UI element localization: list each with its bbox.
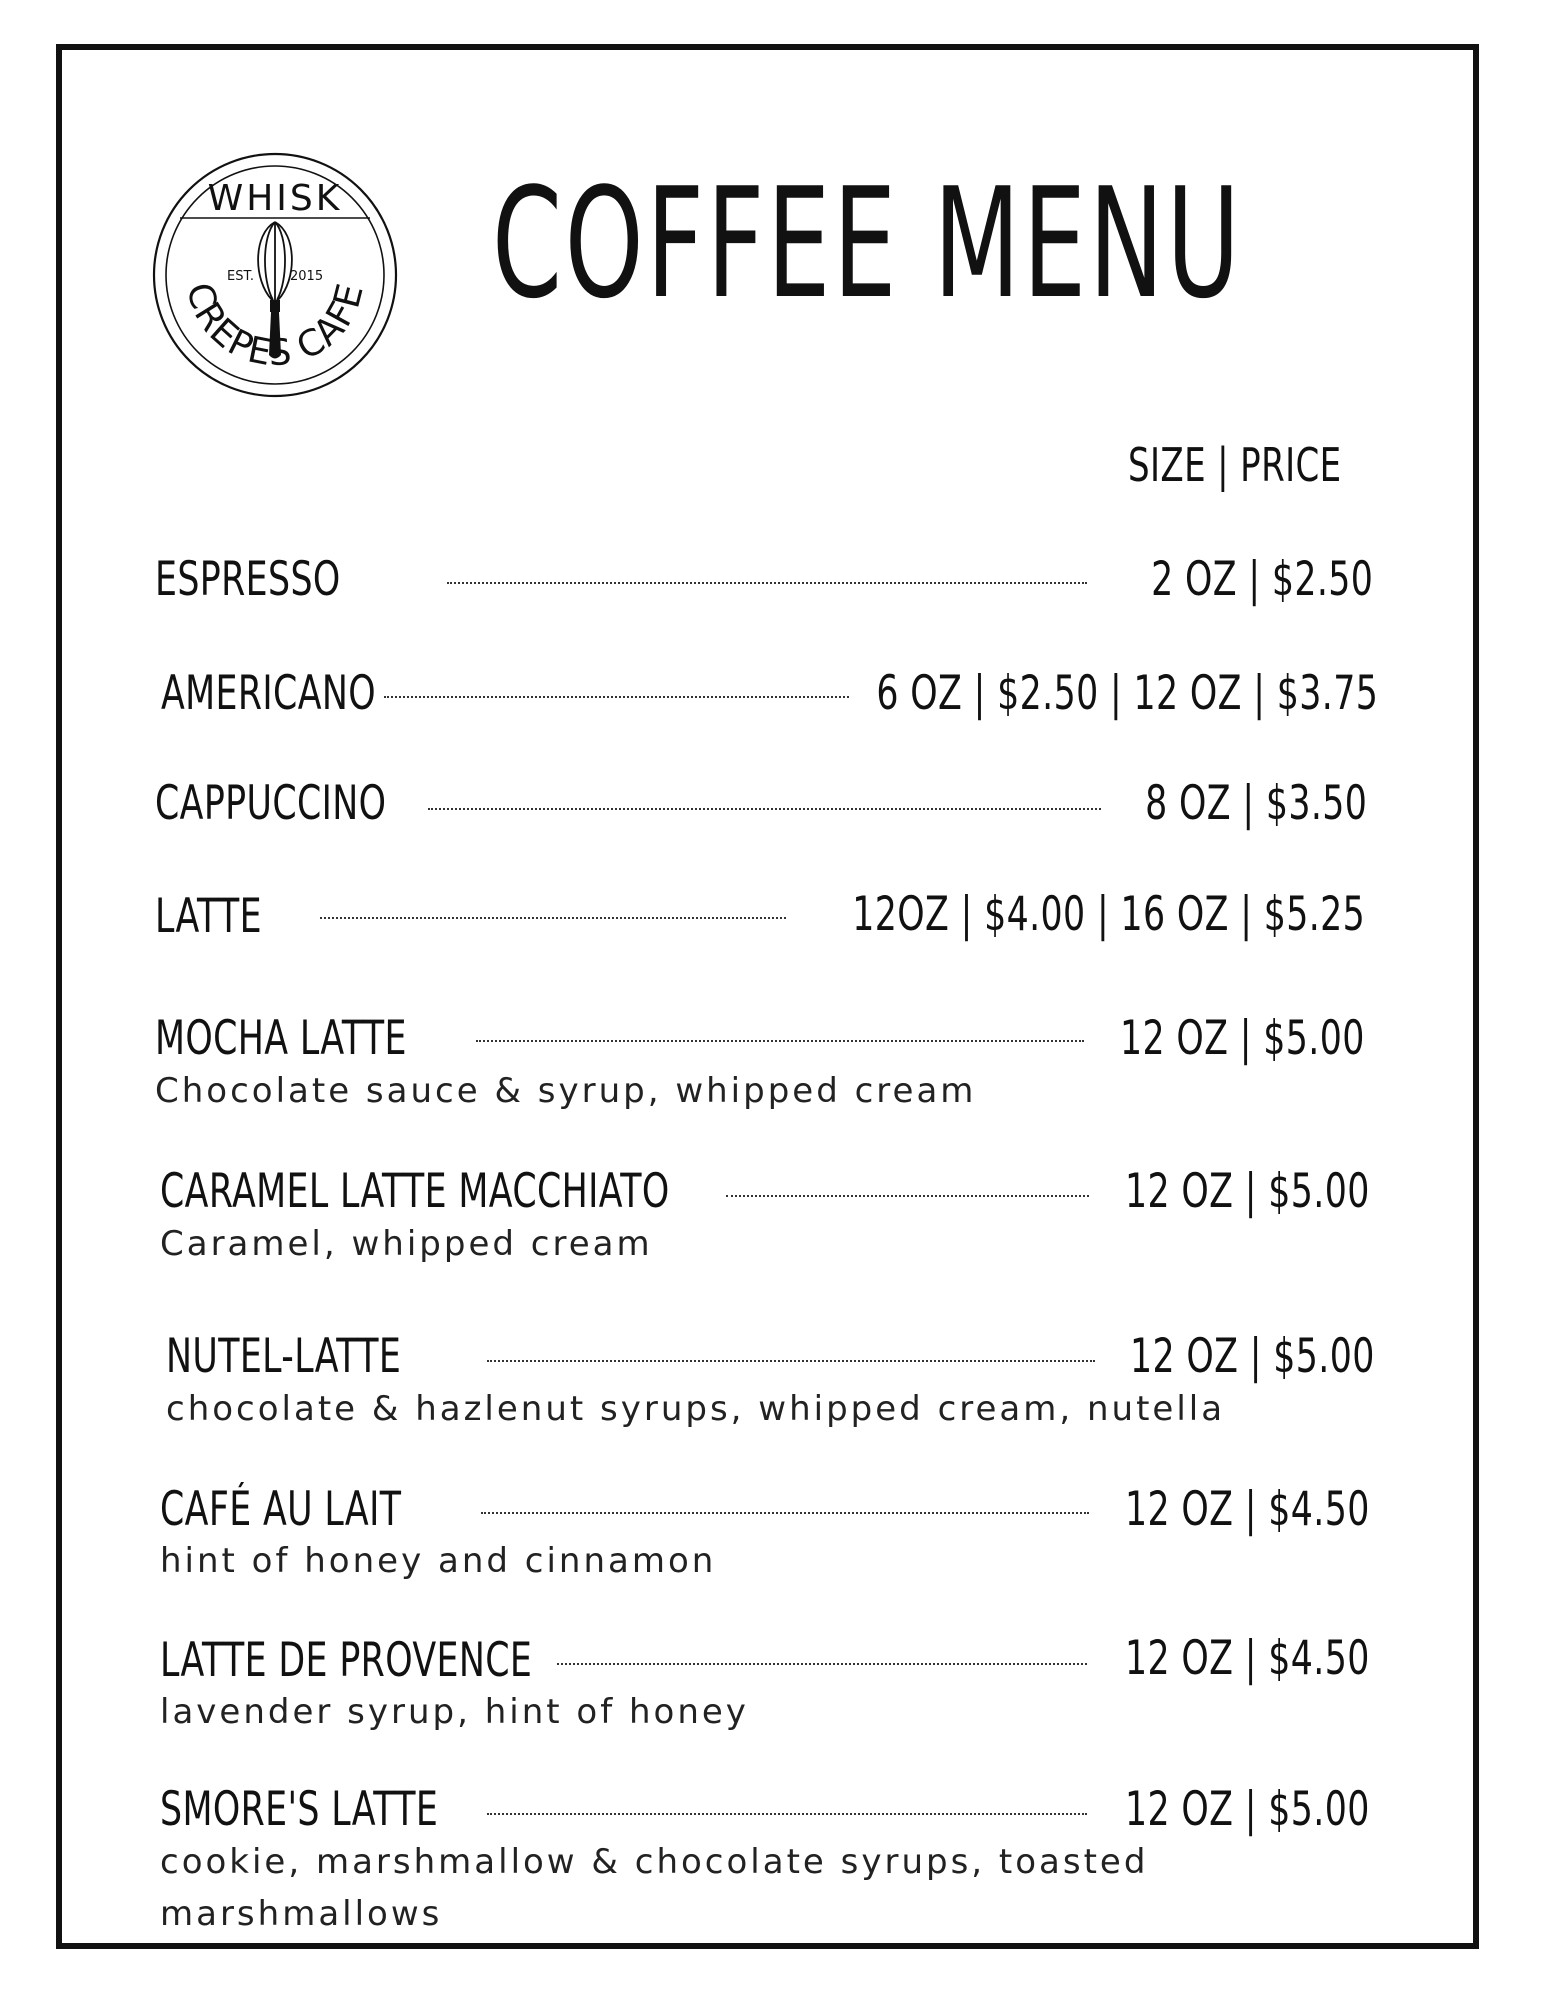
item-description-latte-de-provence: lavender syrup, hint of honey	[160, 1692, 749, 1732]
item-name-americano: AMERICANO	[161, 666, 377, 721]
item-price-smores-latte: 12 OZ | $5.00	[1125, 1782, 1370, 1837]
item-description-mocha-latte: Chocolate sauce & syrup, whipped cream	[155, 1071, 977, 1111]
dotted-leader	[726, 1195, 1089, 1197]
dotted-leader	[476, 1040, 1084, 1042]
item-name-nutel-latte: NUTEL-LATTE	[166, 1329, 402, 1384]
dotted-leader	[487, 1360, 1095, 1362]
logo-bottom-text: CREPES CAFE	[177, 278, 372, 375]
dotted-leader	[447, 582, 1087, 584]
dotted-leader	[481, 1512, 1089, 1514]
dotted-leader	[557, 1663, 1087, 1665]
item-price-mocha-latte: 12 OZ | $5.00	[1120, 1011, 1365, 1066]
logo-top-text: WHISK	[207, 178, 343, 219]
item-price-cappuccino: 8 OZ | $3.50	[1144, 776, 1367, 831]
dotted-leader	[320, 917, 786, 919]
item-name-espresso: ESPRESSO	[155, 552, 341, 607]
item-price-americano: 6 OZ | $2.50 | 12 OZ | $3.75	[876, 666, 1378, 721]
item-description-nutel-latte: chocolate & hazlenut syrups, whipped cream, nutella	[166, 1389, 1226, 1429]
item-name-cappuccino: CAPPUCCINO	[155, 776, 387, 831]
item-description-caramel-latte-macchiato: Caramel, whipped cream	[160, 1224, 653, 1264]
page-title: COFFEE MENU	[492, 155, 1243, 332]
item-name-latte-de-provence: LATTE DE PROVENCE	[160, 1633, 533, 1688]
dotted-leader	[384, 696, 849, 698]
logo-est-text: EST.	[227, 269, 254, 284]
item-name-latte: LATTE	[155, 889, 262, 944]
item-name-caramel-latte-macchiato: CARAMEL LATTE MACCHIATO	[160, 1164, 670, 1219]
item-name-cafe-au-lait: CAFÉ AU LAIT	[160, 1482, 402, 1537]
item-description-cafe-au-lait: hint of honey and cinnamon	[160, 1541, 717, 1581]
item-description-smores-latte: cookie, marshmallow & chocolate syrups, toasted marshmallows	[160, 1842, 1149, 1934]
dotted-leader	[487, 1813, 1087, 1815]
item-price-caramel-latte-macchiato: 12 OZ | $5.00	[1125, 1164, 1370, 1219]
dotted-leader	[428, 808, 1101, 810]
item-price-latte-de-provence: 12 OZ | $4.50	[1125, 1631, 1370, 1686]
whisk-icon	[258, 222, 292, 300]
item-price-espresso: 2 OZ | $2.50	[1150, 552, 1373, 607]
cafe-logo	[150, 150, 400, 400]
item-price-nutel-latte: 12 OZ | $5.00	[1130, 1329, 1375, 1384]
item-name-mocha-latte: MOCHA LATTE	[155, 1011, 407, 1066]
item-price-cafe-au-lait: 12 OZ | $4.50	[1125, 1482, 1370, 1537]
item-price-latte: 12OZ | $4.00 | 16 OZ | $5.25	[852, 887, 1365, 942]
item-name-smores-latte: SMORE'S LATTE	[160, 1782, 439, 1837]
logo-year-text: 2015	[290, 269, 324, 284]
size-price-header: SIZE | PRICE	[1128, 438, 1342, 492]
